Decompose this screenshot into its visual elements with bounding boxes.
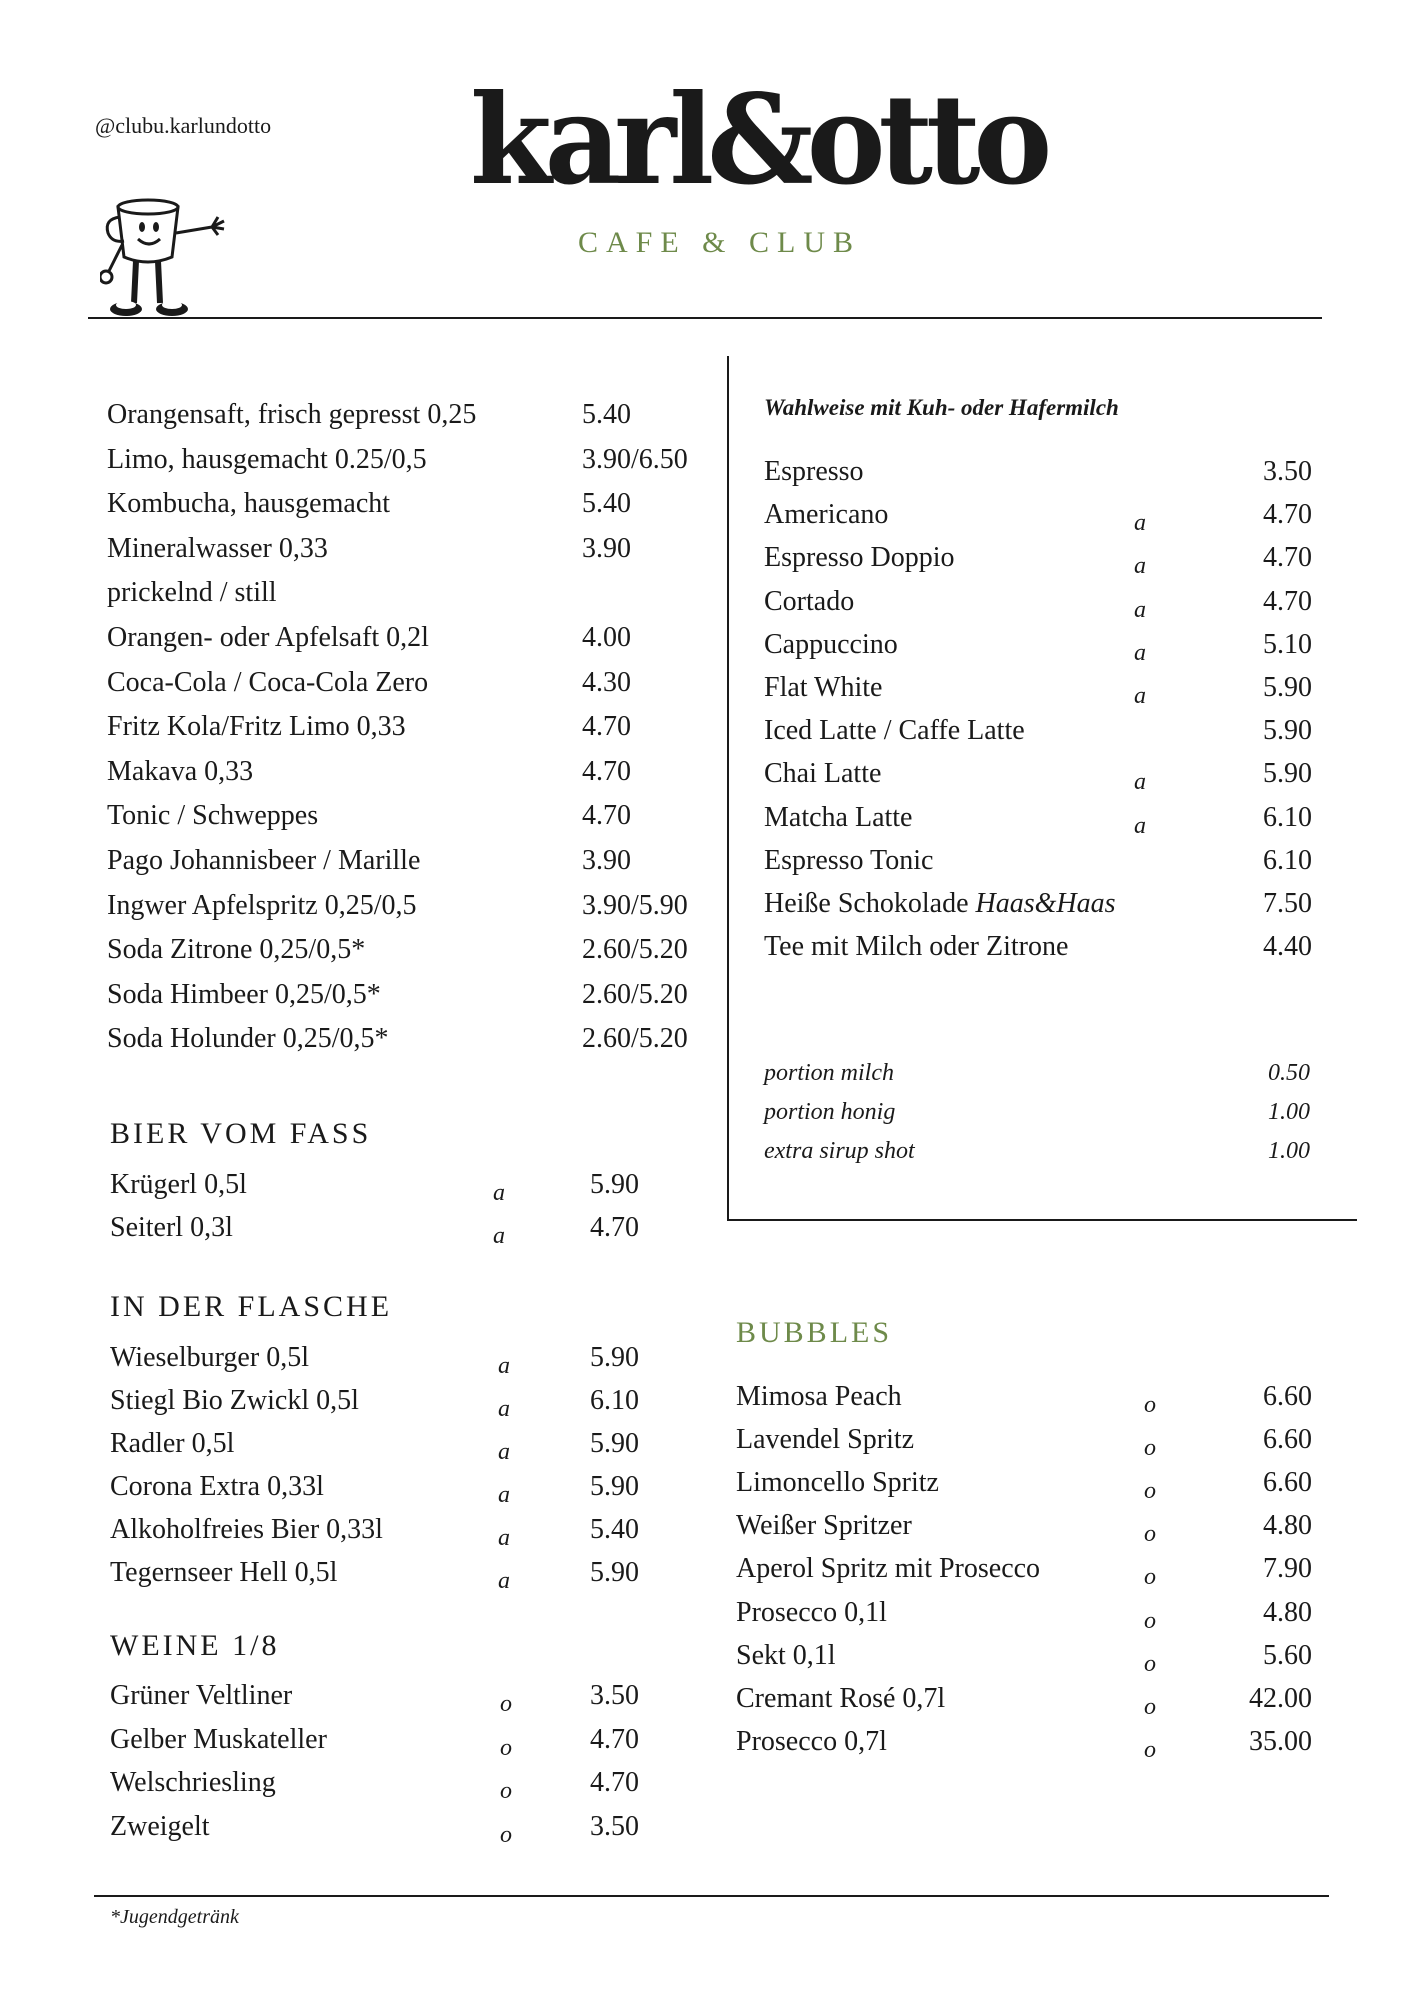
item-price: 6.10 <box>1263 801 1312 833</box>
menu-item <box>110 1211 650 1254</box>
header-divider <box>88 317 1322 319</box>
item-price: 2.60/5.20 <box>582 934 688 966</box>
item-price: 4.30 <box>582 666 631 698</box>
item-name: Fritz Kola/Fritz Limo 0,33 <box>107 711 406 743</box>
weine-heading: WEINE 1/8 <box>110 1629 280 1662</box>
item-price: 4.70 <box>1263 499 1312 531</box>
item-price: 4.70 <box>590 1723 639 1755</box>
bubbles-heading: BUBBLES <box>736 1316 893 1349</box>
coffee-box-left-border <box>727 356 729 1221</box>
menu-item <box>736 1682 1312 1725</box>
item-name: Espresso <box>764 456 864 487</box>
menu-item <box>110 1679 650 1723</box>
menu-item <box>764 714 1312 757</box>
menu-item <box>764 628 1312 671</box>
item-price: 5.90 <box>590 1428 639 1459</box>
extra-price: 0.50 <box>1268 1060 1310 1086</box>
item-name: Cortado <box>764 585 855 617</box>
item-name: Iced Latte / Caffe Latte <box>764 715 1025 747</box>
item-price: 6.60 <box>1263 1381 1312 1412</box>
item-name: Aperol Spritz mit Prosecco <box>736 1553 1041 1585</box>
item-name: Cappuccino <box>764 628 898 660</box>
menu-item <box>107 755 707 800</box>
menu-item <box>107 532 707 577</box>
item-name: Espresso Doppio <box>764 542 955 574</box>
item-name: Heiße Schokolade Haas&Haas <box>764 888 1116 919</box>
menu-item <box>764 801 1312 844</box>
item-price: 3.90 <box>582 532 631 564</box>
cup-mascot-icon <box>100 195 260 320</box>
extra-name: portion milch <box>764 1060 894 1086</box>
item-price: 4.40 <box>1263 931 1312 963</box>
item-name: Welschriesling <box>110 1767 276 1798</box>
item-mark: a <box>498 1525 510 1551</box>
menu-item <box>736 1639 1312 1682</box>
item-name: Chai Latte <box>764 758 882 790</box>
extra-item <box>764 1136 1310 1166</box>
menu-item <box>736 1596 1312 1639</box>
item-name: Soda Zitrone 0,25/0,5* <box>107 934 366 966</box>
item-price: 2.60/5.20 <box>582 978 688 1010</box>
item-price: 4.80 <box>1263 1596 1312 1628</box>
item-mark: o <box>1144 1693 1156 1720</box>
menu-item <box>110 1513 650 1556</box>
menu-item <box>110 1723 650 1767</box>
item-name: Ingwer Apfelspritz 0,25/0,5 <box>107 889 417 921</box>
footer-divider <box>94 1895 1329 1897</box>
item-price: 7.90 <box>1263 1553 1312 1585</box>
item-price: 5.90 <box>590 1342 639 1373</box>
item-price: 5.90 <box>1263 758 1312 790</box>
item-name: Stiegl Bio Zwickl 0,5l <box>110 1385 359 1416</box>
item-name: Makava 0,33 <box>107 755 254 787</box>
flasche-heading: IN DER FLASCHE <box>110 1290 393 1323</box>
item-mark: a <box>1134 639 1146 666</box>
subtitle: CAFE & CLUB <box>578 226 862 259</box>
item-price: 5.90 <box>1263 715 1312 747</box>
menu-item <box>107 799 707 844</box>
item-price: 6.10 <box>590 1385 639 1416</box>
item-name: Limoncello Spritz <box>736 1467 939 1499</box>
item-mark: a <box>1134 553 1146 580</box>
menu-item <box>107 889 707 934</box>
item-mark: o <box>1144 1736 1156 1763</box>
item-mark: o <box>1144 1650 1156 1677</box>
item-mark: o <box>1144 1435 1156 1462</box>
menu-item <box>110 1168 650 1211</box>
item-name: Tegernseer Hell 0,5l <box>110 1557 338 1588</box>
item-name: Soda Holunder 0,25/0,5* <box>107 1023 389 1055</box>
item-mark: o <box>500 1691 512 1717</box>
menu-item <box>764 930 1312 973</box>
item-name: Prosecco 0,7l <box>736 1725 887 1757</box>
item-name: Tonic / Schweppes <box>107 800 319 832</box>
extra-name: extra sirup shot <box>764 1138 915 1164</box>
menu-item <box>736 1509 1312 1552</box>
menu-item <box>110 1766 650 1810</box>
extra-price: 1.00 <box>1268 1138 1310 1164</box>
item-mark: a <box>493 1223 505 1249</box>
extra-item <box>764 1097 1310 1127</box>
item-name: Krügerl 0,5l <box>110 1169 247 1200</box>
item-name: Alkoholfreies Bier 0,33l <box>110 1514 383 1545</box>
menu-item <box>107 443 707 488</box>
item-name: Orangensaft, frisch gepresst 0,25 <box>107 399 477 430</box>
menu-item <box>764 671 1312 714</box>
item-mark: a <box>1134 683 1146 709</box>
item-mark: a <box>1134 510 1146 537</box>
item-mark: o <box>1144 1392 1156 1418</box>
coffee-box-bottom-border <box>727 1219 1357 1221</box>
item-name: Soda Himbeer 0,25/0,5* <box>107 978 381 1010</box>
item-price: 4.70 <box>582 800 631 832</box>
menu-item <box>764 541 1312 584</box>
item-mark: a <box>1134 769 1146 796</box>
item-name: Radler 0,5l <box>110 1428 235 1459</box>
item-name: Wieselburger 0,5l <box>110 1342 309 1373</box>
extra-name: portion honig <box>764 1099 896 1125</box>
item-price: 5.90 <box>1263 672 1312 703</box>
item-price: 4.70 <box>1263 585 1312 617</box>
item-price: 4.70 <box>582 755 631 787</box>
menu-item <box>736 1423 1312 1466</box>
menu-item <box>110 1384 650 1427</box>
item-price: 2.60/5.20 <box>582 1023 688 1055</box>
item-name: Pago Johannisbeer / Marille <box>107 845 421 876</box>
item-name: Sekt 0,1l <box>736 1639 836 1671</box>
item-price: 6.10 <box>1263 844 1312 876</box>
menu-item <box>764 844 1312 887</box>
item-name: Tee mit Milch oder Zitrone <box>764 931 1069 963</box>
item-price: 3.90/5.90 <box>582 889 688 921</box>
menu-item <box>110 1810 650 1854</box>
item-mark: o <box>1144 1521 1156 1548</box>
item-mark: a <box>498 1396 510 1422</box>
item-mark: o <box>1144 1564 1156 1591</box>
item-name: Limo, hausgemacht 0.25/0,5 <box>107 443 427 475</box>
item-name: Americano <box>764 499 889 531</box>
item-name: Gelber Muskateller <box>110 1723 327 1755</box>
item-price: 3.90/6.50 <box>582 443 688 475</box>
item-name: Coca-Cola / Coca-Cola Zero <box>107 666 429 698</box>
item-price: 4.70 <box>582 711 631 743</box>
item-name: Zweigelt <box>110 1810 210 1842</box>
item-price: 5.10 <box>1263 628 1312 660</box>
bier-heading: BIER VOM FASS <box>110 1117 372 1150</box>
menu-item <box>107 666 707 711</box>
item-name: Seiterl 0,3l <box>110 1212 233 1243</box>
item-price: 3.90 <box>582 845 631 876</box>
menu-item <box>110 1470 650 1513</box>
item-price: 3.50 <box>590 1810 639 1842</box>
menu-item <box>736 1466 1312 1509</box>
item-price: 5.90 <box>590 1471 639 1502</box>
item-price: 5.40 <box>582 399 631 430</box>
menu-item <box>107 710 707 755</box>
item-price: 6.60 <box>1263 1424 1312 1456</box>
menu-item <box>110 1556 650 1599</box>
item-price: 3.50 <box>590 1680 639 1711</box>
menu-item <box>110 1427 650 1470</box>
logo: karl&otto <box>470 66 1046 213</box>
item-price: 6.60 <box>1263 1467 1312 1499</box>
menu-item <box>764 498 1312 541</box>
menu-item <box>736 1725 1312 1768</box>
item-name-extra: Haas&Haas <box>968 888 1116 919</box>
milk-note: Wahlweise mit Kuh- oder Hafermilch <box>764 395 1119 420</box>
item-mark: o <box>500 1734 512 1761</box>
item-price: 4.70 <box>590 1212 639 1243</box>
menu-item <box>764 887 1312 930</box>
item-name: Weißer Spritzer <box>736 1510 912 1542</box>
extra-item <box>764 1058 1310 1088</box>
item-price: 7.50 <box>1263 888 1312 919</box>
item-price: 3.50 <box>1263 456 1312 487</box>
item-price: 4.80 <box>1263 1510 1312 1542</box>
item-price: 42.00 <box>1249 1682 1312 1714</box>
menu-item <box>107 844 707 889</box>
item-mark: o <box>1144 1607 1156 1634</box>
item-mark: a <box>1134 812 1146 839</box>
item-name: Mimosa Peach <box>736 1381 902 1412</box>
extra-price: 1.00 <box>1268 1099 1310 1125</box>
item-name: Mineralwasser 0,33 <box>107 532 328 564</box>
item-mark: a <box>498 1568 510 1594</box>
item-name: Corona Extra 0,33l <box>110 1471 324 1502</box>
item-name: Flat White <box>764 672 883 703</box>
menu-item <box>107 1022 707 1067</box>
item-name: Cremant Rosé 0,7l <box>736 1682 946 1714</box>
item-price: 4.70 <box>590 1767 639 1798</box>
item-mark: o <box>500 1778 512 1804</box>
item-mark: o <box>500 1821 512 1848</box>
item-price: 5.60 <box>1263 1639 1312 1671</box>
item-name: prickelnd / still <box>107 577 277 609</box>
menu-item <box>764 585 1312 628</box>
menu-item <box>764 757 1312 800</box>
item-name: Espresso Tonic <box>764 844 934 876</box>
item-price: 4.70 <box>1263 542 1312 574</box>
item-name: Orangen- oder Apfelsaft 0,2l <box>107 622 429 653</box>
menu-item <box>107 398 707 443</box>
item-name: Lavendel Spritz <box>736 1424 915 1456</box>
item-price: 35.00 <box>1249 1725 1312 1757</box>
item-mark: o <box>1144 1478 1156 1505</box>
item-mark: a <box>1134 596 1146 623</box>
item-name: Matcha Latte <box>764 801 913 833</box>
item-price: 5.90 <box>590 1557 639 1588</box>
menu-item <box>736 1552 1312 1595</box>
item-name: Prosecco 0,1l <box>736 1596 887 1628</box>
item-price: 5.40 <box>582 488 631 520</box>
menu-item <box>107 933 707 978</box>
item-price: 4.00 <box>582 622 631 653</box>
item-price: 5.90 <box>590 1169 639 1200</box>
item-mark: a <box>493 1180 505 1206</box>
menu-item <box>110 1341 650 1384</box>
menu-item <box>736 1380 1312 1423</box>
item-price: 5.40 <box>590 1514 639 1545</box>
item-mark: a <box>498 1353 510 1379</box>
instagram-handle: @clubu.karlundotto <box>95 113 272 138</box>
menu-item <box>107 978 707 1023</box>
menu-item <box>764 455 1312 498</box>
menu-item <box>107 576 707 621</box>
item-mark: a <box>498 1482 510 1508</box>
footnote: *Jugendgetränk <box>110 1906 239 1928</box>
item-name: Kombucha, hausgemacht <box>107 488 391 520</box>
item-name: Grüner Veltliner <box>110 1680 293 1711</box>
item-mark: a <box>498 1439 510 1465</box>
menu-item <box>107 487 707 532</box>
menu-item <box>107 621 707 666</box>
